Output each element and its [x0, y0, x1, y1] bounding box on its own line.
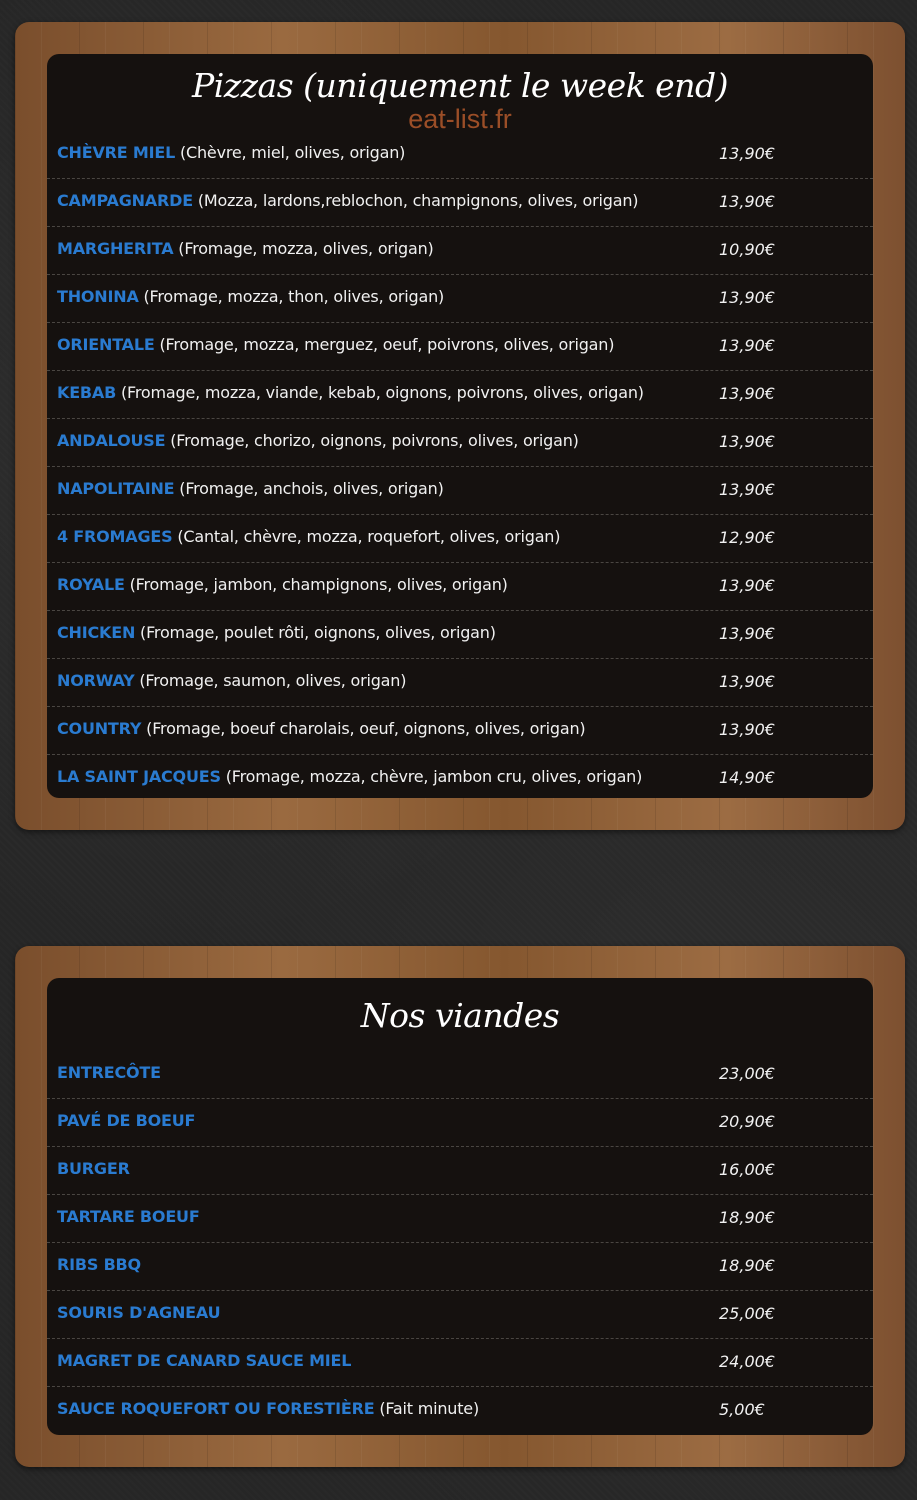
- item-price: 18,90€: [719, 1256, 775, 1275]
- menu-row: [47, 1291, 873, 1339]
- item-price: 13,90€: [719, 432, 775, 451]
- item-description: (Fromage, boeuf charolais, oeuf, oignons, olives, origan): [141, 719, 586, 738]
- item-price: 20,90€: [719, 1112, 775, 1131]
- pizzas-title: Pizzas (uniquement le week end): [192, 66, 728, 105]
- menu-row: [47, 1243, 873, 1291]
- item-name: LA SAINT JACQUES: [57, 767, 221, 786]
- item-description: (Fromage, mozza, olives, origan): [173, 239, 434, 258]
- item-price: 13,90€: [719, 624, 775, 643]
- menu-item: [57, 575, 508, 594]
- item-price: 13,90€: [719, 576, 775, 595]
- item-price: 13,90€: [719, 720, 775, 739]
- item-name: ENTRECÔTE: [57, 1063, 161, 1082]
- item-description: (Fromage, mozza, thon, olives, origan): [138, 287, 445, 306]
- item-name: CHÈVRE MIEL: [57, 143, 176, 162]
- item-price: 12,90€: [719, 528, 775, 547]
- watermark: eat-list.fr: [408, 104, 512, 134]
- menu-item: [57, 719, 585, 738]
- item-name: RIBS BBQ: [57, 1255, 141, 1274]
- menu-row: [47, 611, 873, 659]
- item-name: 4 FROMAGES: [57, 527, 173, 546]
- item-price: 13,90€: [719, 144, 775, 163]
- menu-item: [57, 239, 434, 258]
- menu-item: [57, 191, 638, 210]
- menu-item: [57, 479, 444, 498]
- menu-row: [47, 1339, 873, 1387]
- item-description: (Cantal, chèvre, mozza, roquefort, olives, origan): [172, 527, 561, 546]
- item-description: (Fromage, saumon, olives, origan): [134, 671, 407, 690]
- menu-item: [57, 383, 644, 402]
- menu-row: [47, 1147, 873, 1195]
- item-price: 13,90€: [719, 336, 775, 355]
- item-price: 13,90€: [719, 288, 775, 307]
- menu-row: [47, 755, 873, 798]
- item-price: 25,00€: [719, 1304, 775, 1323]
- menu-item: [57, 1303, 220, 1322]
- pizzas-list: [47, 131, 873, 798]
- item-price: 13,90€: [719, 480, 775, 499]
- item-price: 18,90€: [719, 1208, 775, 1227]
- item-name: ROYALE: [57, 575, 125, 594]
- menu-row: [47, 1195, 873, 1243]
- menu-row: [47, 467, 873, 515]
- item-price: 10,90€: [719, 240, 775, 259]
- item-description: (Fromage, anchois, olives, origan): [174, 479, 444, 498]
- menu-row: [47, 1051, 873, 1099]
- item-price: 24,00€: [719, 1352, 775, 1371]
- item-description: (Fait minute): [374, 1399, 479, 1418]
- menu-item: [57, 527, 560, 546]
- menu-item: [57, 1399, 479, 1418]
- viandes-panel: [47, 978, 873, 1435]
- menu-row: [47, 563, 873, 611]
- menu-item: [57, 287, 444, 306]
- item-name: ANDALOUSE: [57, 431, 166, 450]
- viandes-title: Nos viandes: [360, 996, 560, 1035]
- menu-row: [47, 1099, 873, 1147]
- viandes-list: [47, 1051, 873, 1434]
- menu-item: [57, 1111, 195, 1130]
- item-description: (Fromage, mozza, viande, kebab, oignons, poivrons, olives, origan): [116, 383, 644, 402]
- menu-row: [47, 659, 873, 707]
- item-description: (Fromage, poulet rôti, oignons, olives, origan): [135, 623, 496, 642]
- item-description: (Chèvre, miel, olives, origan): [175, 143, 406, 162]
- item-price: 13,90€: [719, 192, 775, 211]
- item-name: SOURIS D'AGNEAU: [57, 1303, 221, 1322]
- menu-item: [57, 1351, 351, 1370]
- menu-row: [47, 515, 873, 563]
- menu-item: [57, 335, 614, 354]
- menu-item: [57, 623, 496, 642]
- item-name: KEBAB: [57, 383, 117, 402]
- menu-item: [57, 767, 642, 786]
- menu-row: [47, 707, 873, 755]
- menu-row: [47, 419, 873, 467]
- item-name: MARGHERITA: [57, 239, 174, 258]
- menu-row: [47, 323, 873, 371]
- menu-row: [47, 227, 873, 275]
- menu-row: [47, 131, 873, 179]
- item-name: NORWAY: [57, 671, 135, 690]
- item-name: CAMPAGNARDE: [57, 191, 193, 210]
- item-description: (Mozza, lardons,reblochon, champignons, olives, origan): [192, 191, 639, 210]
- item-name: MAGRET DE CANARD SAUCE MIEL: [57, 1351, 352, 1370]
- menu-item: [57, 1063, 161, 1082]
- item-price: 14,90€: [719, 768, 775, 787]
- item-description: (Fromage, chorizo, oignons, poivrons, olives, origan): [165, 431, 579, 450]
- menu-item: [57, 671, 406, 690]
- item-name: CHICKEN: [57, 623, 136, 642]
- item-name: NAPOLITAINE: [57, 479, 175, 498]
- menu-row: [47, 275, 873, 323]
- pizzas-board: [15, 22, 905, 830]
- item-name: SAUCE ROQUEFORT OU FORESTIÈRE: [57, 1399, 375, 1418]
- item-price: 13,90€: [719, 672, 775, 691]
- menu-item: [57, 431, 579, 450]
- menu-row: [47, 1387, 873, 1434]
- item-price: 13,90€: [719, 384, 775, 403]
- item-description: (Fromage, mozza, chèvre, jambon cru, olives, origan): [220, 767, 643, 786]
- item-name: THONINA: [57, 287, 139, 306]
- pizzas-panel: [47, 54, 873, 798]
- viandes-board: [15, 946, 905, 1467]
- menu-item: [57, 143, 405, 162]
- menu-item: [57, 1207, 200, 1226]
- item-description: (Fromage, mozza, merguez, oeuf, poivrons, olives, origan): [154, 335, 615, 354]
- item-description: (Fromage, jambon, champignons, olives, origan): [124, 575, 508, 594]
- menu-row: [47, 179, 873, 227]
- item-name: TARTARE BOEUF: [57, 1207, 200, 1226]
- item-price: 5,00€: [719, 1400, 765, 1419]
- item-name: PAVÉ DE BOEUF: [57, 1111, 196, 1130]
- item-name: COUNTRY: [57, 719, 142, 738]
- item-name: BURGER: [57, 1159, 130, 1178]
- menu-item: [57, 1159, 130, 1178]
- menu-row: [47, 371, 873, 419]
- item-price: 23,00€: [719, 1064, 775, 1083]
- item-price: 16,00€: [719, 1160, 775, 1179]
- item-name: ORIENTALE: [57, 335, 155, 354]
- menu-item: [57, 1255, 141, 1274]
